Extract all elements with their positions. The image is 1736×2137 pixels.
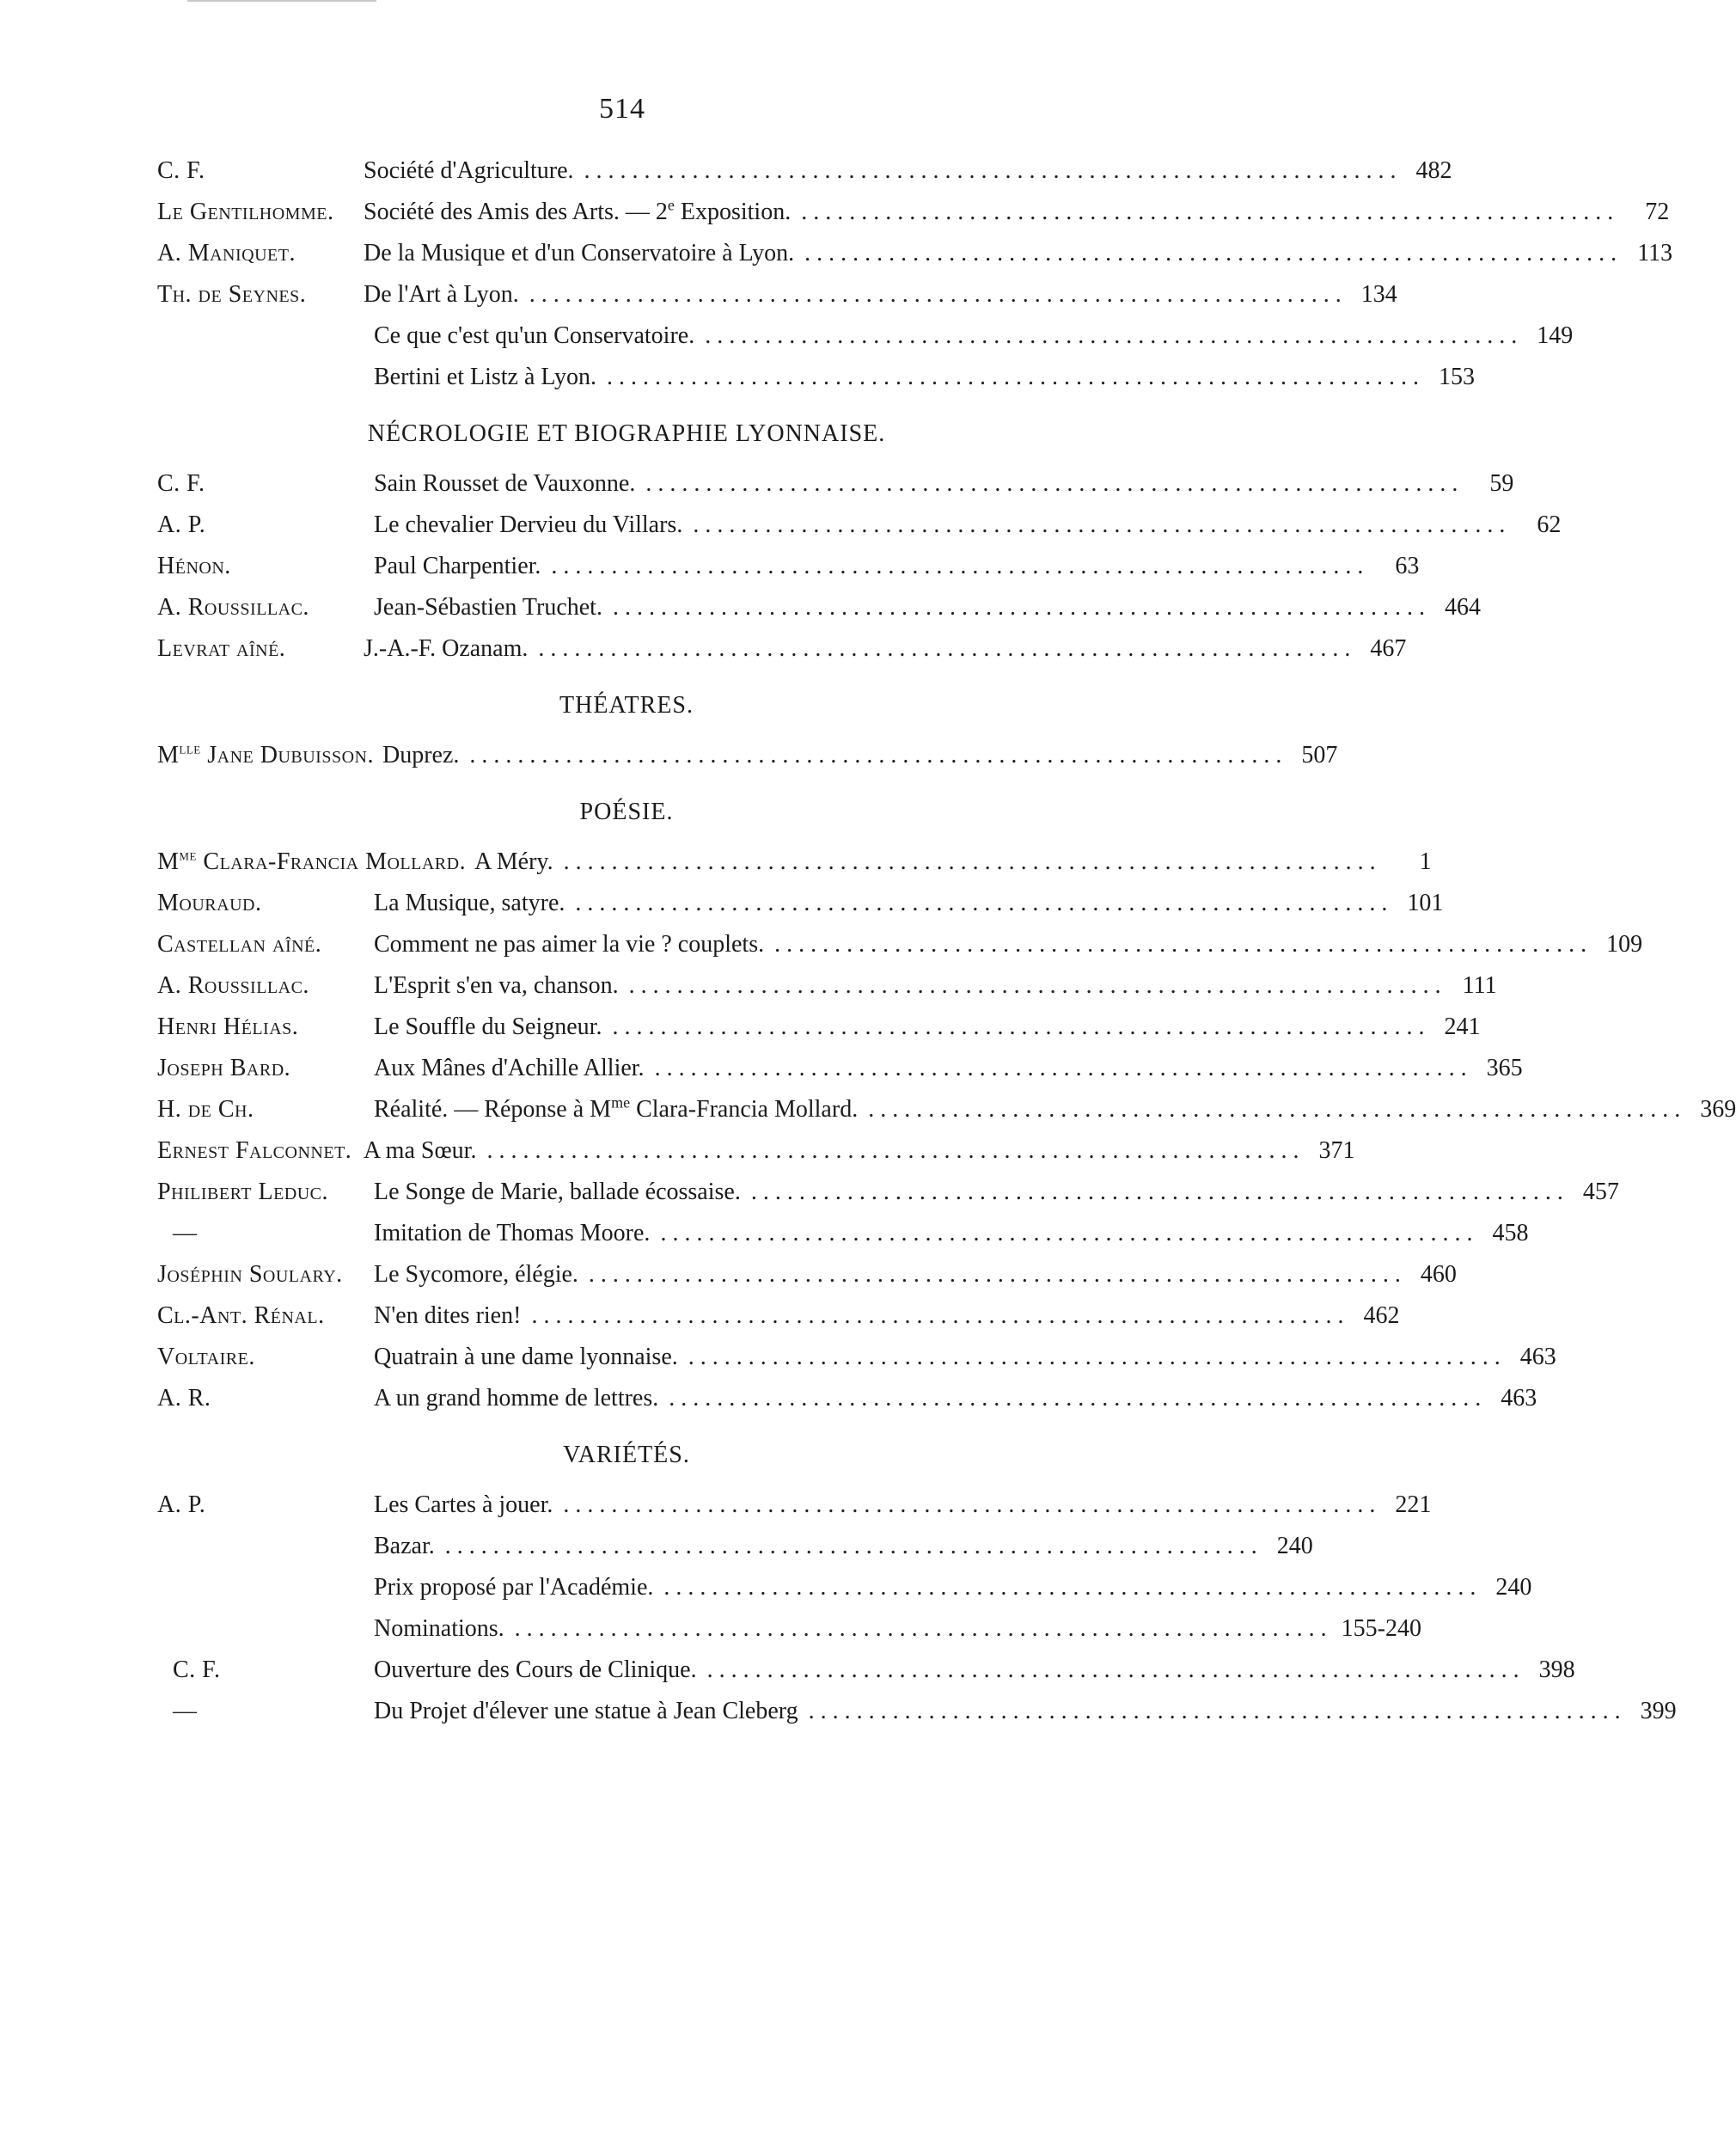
entry-author: $M^{lle}$ Jane Dubuisson. (157, 739, 374, 768)
dot-leader: .................................................................... (563, 848, 1382, 875)
dot-leader: .................................................................... (538, 635, 1357, 662)
list-item (157, 505, 1562, 546)
entry-title: L'Esprit s'en va, chanson. (374, 972, 619, 999)
entry-page: 149 (1537, 322, 1574, 349)
list-item (157, 1691, 1677, 1732)
list-item (157, 1007, 1481, 1048)
dot-leader: .................................................................... (868, 1096, 1687, 1123)
entry-title: Réalité. — Réponse à $M^{me}$ Clara-Francia Mollard. (374, 1093, 859, 1123)
list-item (157, 1254, 1457, 1295)
list-item (157, 924, 1643, 965)
entry-author: H. de Ch. (157, 1096, 254, 1123)
entry-title: A un grand homme de lettres. (374, 1385, 659, 1411)
list-item (157, 1130, 1355, 1172)
entry-author: Levrat aîné. (157, 635, 286, 662)
entry-page: 463 (1501, 1385, 1537, 1411)
table-of-contents (157, 150, 1736, 1732)
entry-page: 240 (1495, 1574, 1532, 1601)
entry-author: Ernest Falconnet. (157, 1137, 352, 1164)
list-item (157, 965, 1497, 1007)
entry-title: Bazar. (374, 1533, 435, 1559)
entry-author: A. Roussillac. (157, 594, 309, 621)
list-item (157, 315, 1574, 357)
dot-leader: .................................................................... (660, 1220, 1479, 1246)
dot-leader: .................................................................... (486, 1137, 1305, 1164)
entry-author: Cl.-Ant. Rénal. (157, 1302, 325, 1329)
entry-title: De l'Art à Lyon. (364, 281, 519, 308)
list-item (157, 883, 1444, 924)
dot-leader: .................................................................... (529, 281, 1348, 308)
entry-title: Bertini et Listz à Lyon. (374, 364, 596, 390)
entry-page: 369 (1700, 1096, 1736, 1123)
dot-leader: .................................................................... (693, 511, 1512, 538)
entry-title: La Musique, satyre. (374, 890, 565, 916)
entry-page: 134 (1360, 281, 1397, 308)
dot-leader: .................................................................... (563, 1491, 1382, 1518)
entry-title: Nominations. (374, 1615, 504, 1642)
dot-leader: .................................................................... (612, 594, 1431, 621)
entry-title: Sain Rousset de Vauxonne. (374, 470, 636, 497)
entry-author: A. P. (157, 511, 206, 538)
section-heading-varietes: VARIÉTÉS. (563, 1442, 690, 1468)
entry-title: Duprez. (382, 742, 460, 768)
entry-author: Joseph Bard. (157, 1055, 291, 1081)
entry-page: 72 (1645, 199, 1670, 225)
list-item (157, 628, 1407, 670)
entry-page: 365 (1486, 1055, 1523, 1081)
list-item (157, 735, 1338, 776)
dot-leader: .................................................................... (531, 1302, 1350, 1329)
list-item (157, 1295, 1400, 1337)
entry-author: Voltaire. (157, 1344, 255, 1370)
list-item (157, 1608, 1421, 1650)
entry-author: C. F. (157, 157, 205, 184)
dot-leader: .................................................................... (645, 470, 1464, 497)
list-item (157, 1485, 1432, 1526)
list-item (157, 1337, 1556, 1378)
entry-page: 371 (1318, 1137, 1355, 1164)
dot-leader: .................................................................... (575, 890, 1394, 916)
section-heading-necrologie: NÉCROLOGIE ET BIOGRAPHIE LYONNAISE. (367, 420, 886, 447)
entry-author: Joséphin Soulary. (157, 1261, 343, 1288)
list-item (157, 1567, 1532, 1608)
entry-title: Imitation de Thomas Moore. (374, 1220, 651, 1246)
entry-title: Le chevalier Dervieu du Villars. (374, 511, 683, 538)
section-necrologie (157, 463, 1562, 670)
entry-author: Philibert Leduc. (157, 1179, 329, 1205)
entry-page: 460 (1420, 1261, 1457, 1288)
dot-leader: .................................................................... (444, 1533, 1263, 1559)
dot-leader: .................................................................... (514, 1615, 1333, 1642)
entry-title: Le Songe de Marie, ballade écossaise. (374, 1179, 741, 1205)
entry-author: A. R. (157, 1385, 211, 1411)
entry-author: C. F. (157, 470, 205, 497)
section-varietes (157, 1485, 1677, 1732)
entry-author: Castellan aîné. (157, 931, 322, 958)
dot-leader: .................................................................... (774, 931, 1593, 958)
entry-author: A. Roussillac. (157, 972, 309, 999)
entry-title: Du Projet d'élever une statue à Jean Cleberg (374, 1698, 798, 1724)
entry-title: Le Souffle du Seigneur. (374, 1013, 602, 1040)
entry-author: — (173, 1698, 198, 1724)
entry-title: Aux Mânes d'Achille Allier. (374, 1055, 645, 1081)
dot-leader: .................................................................... (628, 972, 1447, 999)
entry-author: Mouraud. (157, 890, 262, 916)
dot-leader: .................................................................... (688, 1344, 1507, 1370)
dot-leader: .................................................................... (801, 199, 1620, 225)
entry-page: 109 (1606, 931, 1643, 958)
entry-title: J.-A.-F. Ozanam. (364, 635, 529, 662)
list-item (157, 463, 1514, 505)
entry-page: 155-240 (1341, 1615, 1421, 1642)
list-item (157, 587, 1481, 628)
entry-page: 457 (1582, 1179, 1619, 1205)
list-item (157, 357, 1475, 398)
entry-author: C. F. (173, 1656, 221, 1683)
list-item (157, 233, 1673, 274)
list-item (157, 274, 1397, 315)
entry-title: N'en dites rien! (374, 1302, 522, 1329)
entry-page: 467 (1370, 635, 1407, 662)
entry-author: A. P. (157, 1491, 206, 1518)
entry-page: 101 (1407, 890, 1444, 916)
dot-leader: .................................................................... (808, 1698, 1627, 1724)
entry-page: 507 (1301, 742, 1338, 768)
section-arts (157, 150, 1673, 398)
entry-page: 464 (1444, 594, 1481, 621)
entry-title: Le Sycomore, élégie. (374, 1261, 578, 1288)
entry-title: Les Cartes à jouer. (374, 1491, 553, 1518)
entry-page: 462 (1363, 1302, 1400, 1329)
entry-page: 398 (1538, 1656, 1575, 1683)
entry-page: 59 (1489, 470, 1514, 497)
page-number: 514 (599, 93, 645, 125)
dot-leader: .................................................................... (606, 364, 1425, 390)
section-theatres (157, 735, 1338, 776)
entry-title: Comment ne pas aimer la vie ? couplets. (374, 931, 765, 958)
entry-title: Société d'Agriculture. (364, 157, 574, 184)
entry-title: Ce que c'est qu'un Conservatoire. (374, 322, 695, 349)
entry-page: 482 (1415, 157, 1452, 184)
entry-author: Hénon. (157, 553, 231, 579)
list-item (157, 546, 1420, 587)
list-item (157, 1650, 1575, 1691)
list-item (157, 1378, 1537, 1419)
top-rule (187, 0, 376, 2)
entry-page: 241 (1444, 1013, 1481, 1040)
entry-page: 399 (1640, 1698, 1677, 1724)
entry-author: — (173, 1220, 198, 1246)
entry-title: Quatrain à une dame lyonnaise. (374, 1344, 678, 1370)
list-item (157, 1048, 1523, 1089)
section-heading-theatres: THÉATRES. (559, 692, 694, 719)
entry-title: Jean-Sébastien Truchet. (374, 594, 602, 621)
dot-leader: .................................................................... (706, 1656, 1525, 1683)
entry-page: 463 (1519, 1344, 1556, 1370)
entry-title: Prix proposé par l'Académie. (374, 1574, 654, 1601)
entry-page: 240 (1276, 1533, 1313, 1559)
dot-leader: .................................................................... (663, 1574, 1482, 1601)
section-poesie (157, 842, 1736, 1419)
entry-page: 458 (1492, 1220, 1529, 1246)
entry-title: De la Musique et d'un Conservatoire à Lyon. (364, 240, 795, 266)
entry-page: 111 (1462, 972, 1497, 999)
dot-leader: .................................................................... (654, 1055, 1473, 1081)
entry-page: 62 (1537, 511, 1562, 538)
dot-leader: .................................................................... (469, 742, 1288, 768)
entry-title: Ouverture des Cours de Clinique. (374, 1656, 697, 1683)
entry-page: 153 (1438, 364, 1475, 390)
entry-page: 221 (1395, 1491, 1432, 1518)
entry-title: A ma Sœur. (364, 1137, 477, 1164)
dot-leader: .................................................................... (705, 322, 1524, 349)
list-item (157, 842, 1432, 883)
entry-author: $M^{me}$ Clara-Francia Mollard. (157, 846, 467, 875)
dot-leader: .................................................................... (750, 1179, 1569, 1205)
list-item (157, 1172, 1619, 1213)
list-item (157, 150, 1452, 192)
section-heading-poesie: POÉSIE. (579, 799, 674, 825)
list-item (157, 192, 1670, 233)
dot-leader: .................................................................... (588, 1261, 1407, 1288)
list-item (157, 1213, 1529, 1254)
entry-title: A Méry. (474, 848, 553, 875)
entry-author: Le Gentilhomme. (157, 199, 334, 225)
dot-leader: .................................................................... (584, 157, 1403, 184)
entry-page: 63 (1395, 553, 1420, 579)
list-item (157, 1089, 1736, 1130)
dot-leader: .................................................................... (804, 240, 1623, 266)
dot-leader: .................................................................... (669, 1385, 1488, 1411)
dot-leader: .................................................................... (612, 1013, 1431, 1040)
entry-author: A. Maniquet. (157, 240, 296, 266)
entry-author: Henri Hélias. (157, 1013, 299, 1040)
entry-title: Société des Amis des Arts. — 2e Exposition. (364, 196, 792, 225)
entry-title: Paul Charpentier. (374, 553, 541, 579)
entry-page: 113 (1637, 240, 1673, 266)
entry-author: Th. de Seynes. (157, 281, 307, 308)
list-item (157, 1526, 1313, 1567)
dot-leader: .................................................................... (551, 553, 1370, 579)
entry-page: 1 (1419, 848, 1432, 875)
